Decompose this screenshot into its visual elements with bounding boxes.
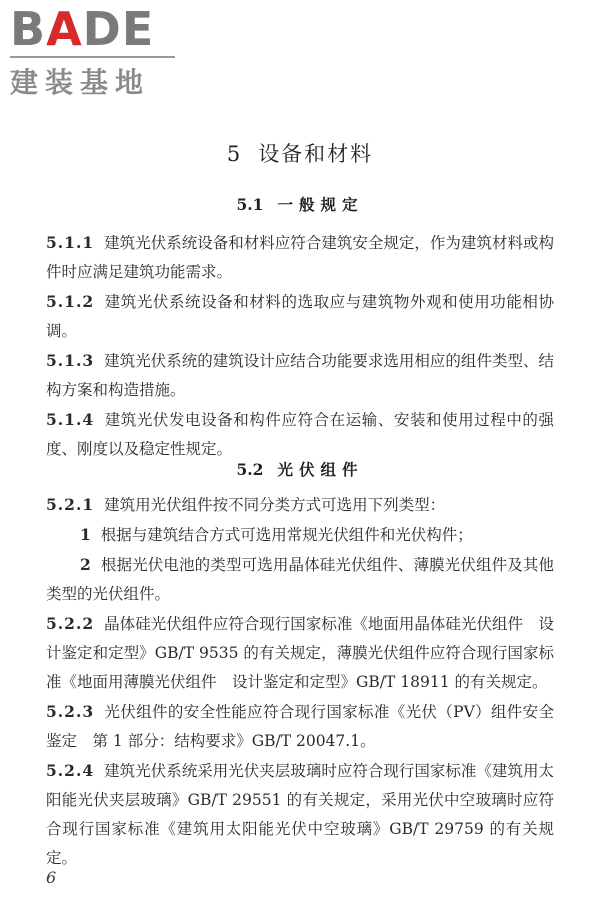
chapter-title [0,138,600,168]
clause-5-2-3: 5.2.3 光伏组件的安全性能应符合现行国家标准《光伏（PV）组件安全鉴定 第 1 部分：结构要求》GB/T 20047.1。 [46,702,554,750]
logo-accent-letter: A [46,2,83,56]
brand-logo [10,4,180,101]
clause-5-2-4: 5.2.4 建筑光伏系统采用光伏夹层玻璃时应符合现行国家标准《建筑用太阳能光伏夹层玻璃》GB/T 29551 的有关规定，采用光伏中空玻璃时应符合现行国家标准《建筑用太阳能光伏中空玻璃》GB/T 29759 的有关规定。 [46,761,554,867]
page-number: 6 [46,868,57,887]
chapter-number: 5 [226,142,243,166]
clause-5-1-2: 5.1.2 建筑光伏系统设备和材料的选取应与建筑物外观和使用功能相协调。 [46,292,554,340]
clause-5-1-3: 5.1.3 建筑光伏系统的建筑设计应结合功能要求选用相应的组件类型、结构方案和构造措施。 [46,351,554,399]
section-body-5-2 [46,490,554,873]
logo-chinese-name: 建装基地 [10,66,151,99]
list-item: 2 根据光伏电池的类型可选用晶体硅光伏组件、薄膜光伏组件及其他类型的光伏组件。 [46,555,554,603]
clause-5-2-2: 5.2.2 晶体硅光伏组件应符合现行国家标准《地面用晶体硅光伏组件 设计鉴定和定型》GB/T 9535 的有关规定，薄膜光伏组件应符合现行国家标准《地面用薄膜光伏组件 设计鉴定和定型》GB/T 18911 的有关规定。 [46,614,554,691]
clause-5-2-1: 5.2.1 建筑用光伏组件按不同分类方式可选用下列类型： [46,495,446,514]
section-body-5-1 [46,228,554,464]
section-heading-5-2: 5.2 光伏组件 [236,460,364,479]
chapter-title-text: 设备和材料 [258,142,374,166]
section-heading-5-1: 5.1 一般规定 [236,195,364,214]
clause-5-1-4: 5.1.4 建筑光伏发电设备和构件应符合在运输、安装和使用过程中的强度、刚度以及稳定性规定。 [46,410,554,458]
logo-wordmark: BADE [10,2,155,56]
list-item: 1 根据与建筑结合方式可选用常规光伏组件和光伏构件； [80,525,473,544]
clause-5-1-1: 5.1.1 建筑光伏系统设备和材料应符合建筑安全规定，作为建筑材料或构件时应满足建筑功能需求。 [46,233,554,281]
logo-rule [10,56,175,58]
